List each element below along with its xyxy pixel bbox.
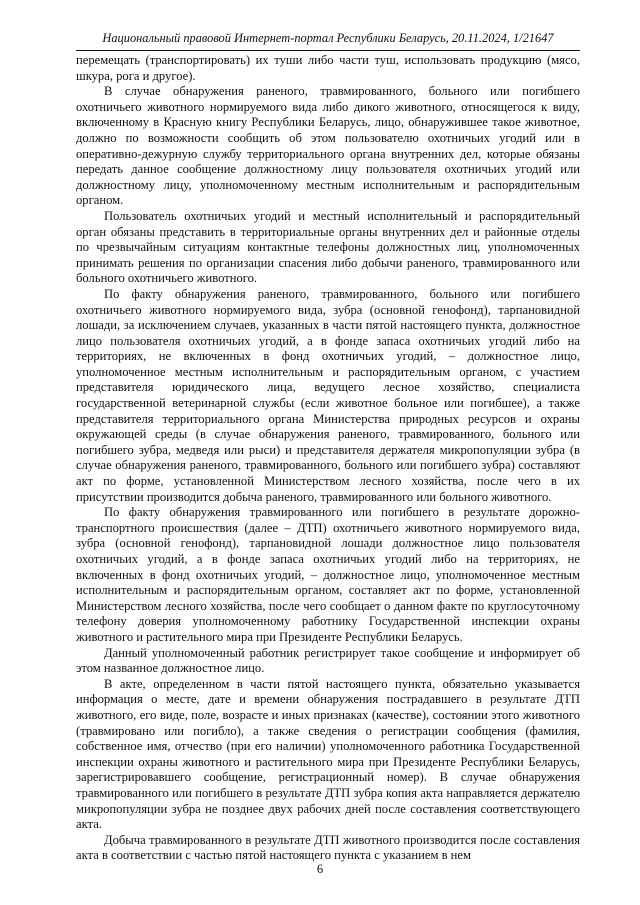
paragraph: В акте, определенном в части пятой настоящего пункта, обязательно указывается информация о месте, дате и времени обнаружения пострадавшего в результате ДТП животного, его виде, поле, возрасте и иных признаках (качестве), состоянии этого животного (травмировано или погибло), а также сведения о регистрации сообщения (фамилия, собственное имя, отчество (при его наличии) уполномоченного работника Государственной инспекции охраны животного и растительного мира при Президенте Республики Беларусь, зарегистрировавшего сообщение, регистрационный номер). В случае обнаружения травмированного или погибшего в результате ДТП зубра копия акта направляется держателю микропопуляции зубра не позднее двух рабочих дней после составления соответствующего акта. — [76, 676, 580, 832]
page-number: 6 — [316, 862, 324, 876]
paragraph: Пользователь охотничьих угодий и местный исполнительный и распорядительный орган обязаны представить в территориальные органы внутренних дел и районные отделы по чрезвычайным ситуациям контактные телефоны должностных лиц, уполномоченных принимать решения по организации спасения либо добычи раненого, травмированного или больного охотничьего животного. — [76, 208, 580, 286]
header-rule — [76, 50, 580, 51]
portal-header: Национальный правовой Интернет-портал Республики Беларусь, 20.11.2024, 1/21647 — [102, 31, 554, 45]
paragraph-continuation: перемещать (транспортировать) их туши либо части туш, использовать продукцию (мясо, шкура, рога и другое). — [76, 53, 580, 83]
paragraph: В случае обнаружения раненого, травмированного, больного или погибшего охотничьего животного нормируемого вида либо дикого животного, относящегося к виду, включенному в Красную книгу Республики Беларусь, лицо, обнаружившее такое животное, должно по возможности сообщить об этом пользователю охотничьих угодий или в оперативно-дежурную службу территориального органа внутренних дел, которые обязаны передать данное сообщение должностному лицу пользователя охотничьих угодий или должностному лицу, уполномоченному местным исполнительным и распорядительным органом. — [76, 84, 580, 208]
paragraph: По факту обнаружения раненого, травмированного, больного или погибшего охотничьего животного нормируемого вида, зубра (основной генофонд), тарпановидной лошади, за исключением случаев, указанных в части пятой настоящего пункта, должностное лицо пользователя охотничьих угодий, а в фонде запаса охотничьих угодий либо на территориях, не включенных в фонд охотничьих угодий, – должностное лицо, уполномоченное местным исполнительным и распорядительным органом, с участием представителя юридического лица, ведущего лесное хозяйство, специалиста государственной ветеринарной службы (если животное больное или погибшее), а также представителя территориального органа Министерства природных ресурсов и охраны окружающей среды (в случае обнаружения раненого, травмированного, больного или погибшего зубра, медведя или рыси) и представителя держателя микропопуляции зубра (в случае обнаружения раненого, травмированного, больного или погибшего зубра) составляют акт по форме, установленной Министерством лесного хозяйства, после чего в их присутствии производится добыча раненого, травмированного или больного животного. — [76, 286, 580, 504]
paragraph: По факту обнаружения травмированного или погибшего в результате дорожно-транспортного происшествия (далее – ДТП) охотничьего животного нормируемого вида, зубра (основной генофонд), тарпановидной лошади должностное лицо пользователя охотничьих угодий, а в фонде запаса охотничьих угодий либо на территориях, не включенных в фонд охотничьих угодий, – должностное лицо, уполномоченное местным исполнительным и распорядительным органом, составляет акт по форме, установленной Министерством лесного хозяйства, после чего сообщает о данном факте по круглосуточному телефону доверия уполномоченному работнику Государственной инспекции охраны животного и растительного мира при Президенте Республики Беларусь. — [76, 505, 580, 644]
paragraph: Данный уполномоченный работник регистрирует такое сообщение и информирует об этом названное должностное лицо. — [76, 645, 580, 676]
paragraph: Добыча травмированного в результате ДТП животного производится после составления акта в соответствии с частью пятой настоящего пункта с указанием в нем — [76, 832, 580, 863]
document-body — [76, 53, 580, 864]
